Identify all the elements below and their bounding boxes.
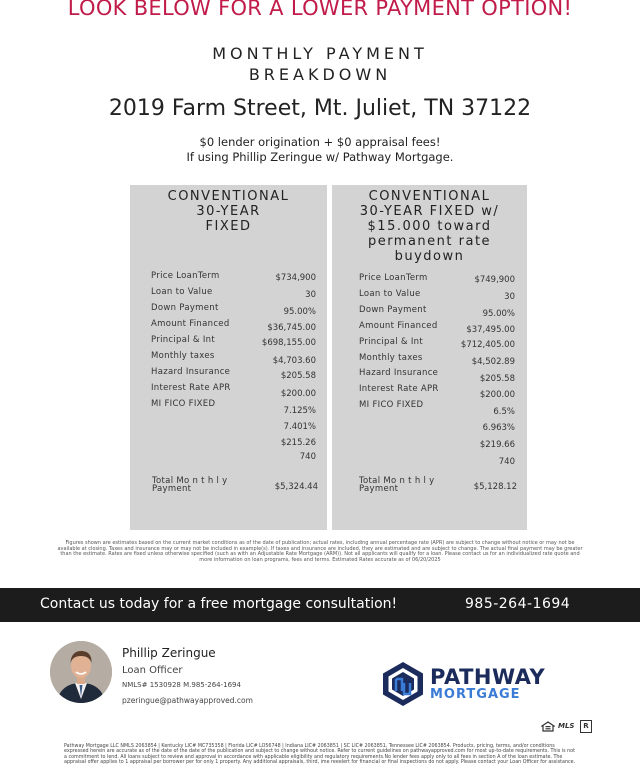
label-principal-int: Principal & Int	[151, 335, 215, 345]
mls-badge: MLS	[558, 722, 575, 730]
cta-bar	[0, 588, 640, 622]
value-loan-term: 30	[305, 290, 316, 300]
label-price-loanterm: Price LoanTerm	[359, 273, 428, 283]
legal-footer: Pathway Mortgage LLC NMLS 2063854 | Kentucky LIC# MC735358 | Florida LIC# LO56748 | Indiana LIC# 2063851 | SC LIC# 2063851, Tennessee LIC# 2063854. Products, pricing, terms, and/or conditions expressed herein are accurate as of the date of the date of the publication and subject to change without notice. Refer to current guidelines on pathwayapproved.com for most up-to-date requirements. This is not a commitment to lend. All loans subject to review and approval in accordance with applicable eligibility and regulatory requirements.No lender fees apply only to all fees in section A of the loan estimate. The appraisal offer applies to 1 appraisal per borrower per for only 1 property. Any additional appraisals, third, ime reeelert for financial or final inspections do not apply. Please contact your Loan Officer for assistance.	[64, 744, 576, 766]
label-amount-financed: Amount Financed	[151, 319, 230, 329]
label-total-monthly-payment: Total Mo n t h l y Payment	[152, 476, 228, 494]
conventional-buydown-panel	[332, 185, 527, 530]
promo-line-2: If using Phillip Zeringue w/ Pathway Mortgage.	[186, 150, 454, 164]
value-hazard: $200.00	[280, 389, 316, 399]
property-address: 2019 Farm Street, Mt. Juliet, TN 37122	[108, 96, 532, 121]
value-apr: 6.963%	[482, 423, 515, 433]
label-mi-fico-fixed: MI FICO FIXED	[359, 400, 424, 410]
label-loan-to-value: Loan to Value	[359, 289, 421, 299]
value-amount-financed: $698,155.00	[261, 338, 316, 348]
value-mi: $219.66	[479, 440, 515, 450]
label-down-payment: Down Payment	[151, 303, 219, 313]
value-down-payment: $36,745.00	[267, 323, 316, 333]
label-mi-fico-fixed: MI FICO FIXED	[151, 399, 216, 409]
value-principal-int: $4,502.89	[471, 357, 515, 367]
value-interest-rate: 7.125%	[283, 406, 316, 416]
cta-phone-link[interactable]: 985-264-1694	[465, 596, 571, 612]
pathway-mortgage-logo	[380, 661, 546, 707]
label-loan-to-value: Loan to Value	[151, 287, 213, 297]
officer-email-link[interactable]: pzeringue@pathwayapproved.com	[122, 696, 253, 705]
value-ltv: 95.00%	[283, 307, 316, 317]
logo-name: PATHWAY	[430, 665, 546, 689]
label-price-loanterm: Price LoanTerm	[151, 271, 220, 281]
cta-text: Contact us today for a free mortgage consultation!	[40, 596, 398, 612]
avatar	[50, 641, 112, 703]
value-loan-term: 30	[504, 292, 515, 302]
value-interest-rate: 6.5%	[493, 407, 515, 417]
headline: LOOK BELOW FOR A LOWER PAYMENT OPTION!	[67, 0, 573, 20]
value-mi: $215.26	[280, 438, 316, 448]
officer-nmls-phone: NMLS# 1530928 M.985-264-1694	[122, 681, 241, 689]
value-ltv: 95.00%	[482, 309, 515, 319]
value-hazard: $200.00	[479, 390, 515, 400]
value-total-monthly-payment: $5,128.12	[473, 482, 517, 492]
value-amount-financed: $712,405.00	[460, 340, 515, 350]
value-fico: 740	[299, 452, 316, 462]
label-hazard-insurance: Hazard Insurance	[151, 367, 231, 377]
label-amount-financed: Amount Financed	[359, 321, 438, 331]
promo-line-1: $0 lender origination + $0 appraisal fees!	[199, 135, 441, 149]
panel-title: CONVENTIONAL 30-YEAR FIXED w/ $15.000 toward permanent rate buydown	[359, 189, 500, 264]
label-monthly-taxes: Monthly taxes	[151, 351, 215, 361]
page-title: MONTHLY PAYMENT BREAKDOWN	[212, 44, 428, 84]
pathway-hexagon-icon	[380, 661, 426, 707]
value-taxes: $205.58	[280, 371, 316, 381]
label-interest-rate-apr: Interest Rate APR	[151, 383, 231, 393]
value-price: $734,900	[275, 273, 316, 283]
panel-title: CONVENTIONAL 30-YEAR FIXED	[167, 189, 290, 234]
equal-housing-icon	[541, 721, 555, 732]
value-fico: 740	[498, 457, 515, 467]
value-apr: 7.401%	[283, 422, 316, 432]
promo-text	[0, 135, 640, 165]
label-down-payment: Down Payment	[359, 305, 427, 315]
label-principal-int: Principal & Int	[359, 337, 423, 347]
officer-title: Loan Officer	[122, 665, 183, 676]
logo-subtitle: MORTGAGE	[430, 687, 521, 702]
label-hazard-insurance: Hazard Insurance	[359, 368, 439, 378]
label-total-monthly-payment: Total Mo n t h l y Payment	[359, 476, 435, 494]
value-down-payment: $37,495.00	[466, 325, 515, 335]
value-taxes: $205.58	[479, 374, 515, 384]
loan-officer-photo	[50, 641, 112, 703]
officer-name: Phillip Zeringue	[122, 646, 216, 660]
conventional-fixed-panel	[130, 185, 327, 530]
realtor-icon: R	[580, 720, 592, 733]
rate-disclaimer: Figures shown are estimates based on the current market conditions as of the date of publication; actual rates, including annual percentage rate (APR) are subject to change without notice or may not be available at closing. Taxes and insurance may or may not be included in example(s). If taxes and insurance are included, they are estimated and are subject to change. The actual final payment may be greater than the estimate. Rates are fixed unless otherwise specified (such as with an Adjustable Rate Mortgage (ARM)). Not all applicants will qualify for a loan. Please contact us for an individualized rate quote and more information on loan programs, fees and terms. Estimated Rates accurate as of 06/20/2025	[57, 540, 583, 563]
label-monthly-taxes: Monthly taxes	[359, 353, 423, 363]
label-interest-rate-apr: Interest Rate APR	[359, 384, 439, 394]
value-price: $749,900	[474, 275, 515, 285]
value-principal-int: $4,703.60	[272, 356, 316, 366]
value-total-monthly-payment: $5,324.44	[274, 482, 318, 492]
